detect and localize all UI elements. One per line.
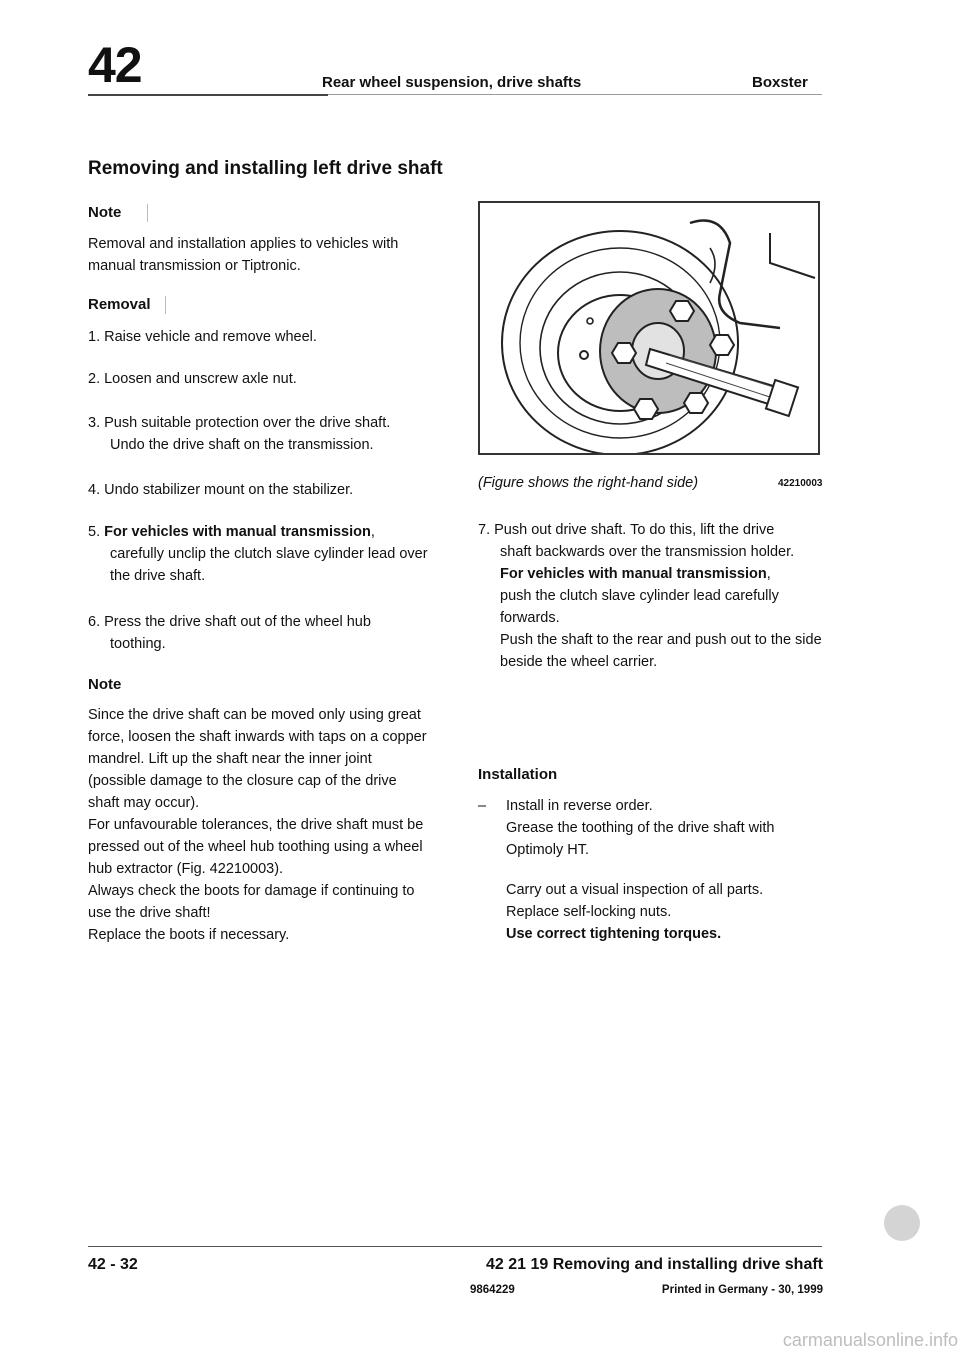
- removal-heading-label: Removal: [88, 296, 151, 313]
- step-4: 4. Undo stabilizer mount on the stabilizer.: [88, 482, 354, 498]
- step-5: [88, 521, 428, 587]
- installation-dash: –: [478, 798, 487, 814]
- installation-step-2: Grease the toothing of the drive shaft with Optimoly HT.: [506, 820, 775, 858]
- note-2-heading: Note: [88, 676, 122, 693]
- installation-step-3: Carry out a visual inspection of all parts.: [506, 882, 764, 898]
- footer-divider: [88, 1246, 822, 1247]
- figure-caption: (Figure shows the right-hand side): [478, 475, 699, 491]
- step-3: [88, 412, 428, 456]
- step-3-line-1: 3. Push suitable protection over the drive shaft.: [88, 415, 391, 431]
- note-2-paragraph-2: For unfavourable tolerances, the drive shaft must be pressed out of the wheel hub toothing using a wheel hub extractor (Fig. 42210003).: [88, 817, 424, 877]
- step-7-line-4: push the clutch slave cylinder lead carefully forwards.: [500, 588, 779, 626]
- note-2-paragraph-1: Since the drive shaft can be moved only using great force, loosen the shaft inwards with taps on a copper mandrel. Lift up the shaft near the inner joint (possible damage to the closure cap of the drive shaft may occur).: [88, 707, 427, 811]
- page-hole-dot: [884, 1205, 920, 1241]
- header-model: Boxster: [752, 74, 808, 91]
- installation-step-1: Install in reverse order.: [506, 798, 653, 814]
- wheel-hub-drawing: [480, 203, 818, 453]
- heading-marker: [147, 204, 148, 222]
- footer-section: 42 21 19 Removing and installing drive shaft: [486, 1256, 823, 1273]
- step-1: 1. Raise vehicle and remove wheel.: [88, 329, 317, 345]
- header-divider-accent: [88, 94, 328, 96]
- installation-heading: Installation: [478, 766, 558, 783]
- figure-number: 42210003: [778, 478, 823, 489]
- installation-steps: [478, 795, 828, 945]
- heading-marker: [165, 296, 166, 314]
- step-6-line-1: 6. Press the drive shaft out of the wheel hub: [88, 614, 371, 630]
- note-text: Removal and installation applies to vehicles with manual transmission or Tiptronic.: [88, 236, 399, 274]
- step-5-text: carefully unclip the clutch slave cylinder lead over the drive shaft.: [110, 546, 428, 584]
- print-info: Printed in Germany - 30, 1999: [661, 1284, 823, 1296]
- step-7-line-5: Push the shaft to the rear and push out to the side beside the wheel carrier.: [500, 632, 822, 670]
- step-7-line-2: shaft backwards over the transmission holder.: [500, 544, 795, 560]
- document-number: 9864229: [470, 1284, 515, 1296]
- step-5-number: 5.: [88, 524, 101, 540]
- step-2: 2. Loosen and unscrew axle nut.: [88, 371, 297, 387]
- page-title: Removing and installing left drive shaft: [88, 158, 443, 179]
- note-2-paragraph-3: Always check the boots for damage if continuing to use the drive shaft!: [88, 883, 415, 921]
- step-7-emphasis: For vehicles with manual transmission: [500, 566, 767, 582]
- note-heading-label: Note: [88, 204, 122, 221]
- removal-heading: [88, 296, 428, 314]
- page-number: 42 - 32: [88, 1256, 138, 1273]
- note-heading: [88, 204, 428, 222]
- chapter-number: 42: [88, 37, 142, 93]
- installation-step-5: Use correct tightening torques.: [506, 926, 722, 942]
- step-6-line-2: toothing.: [110, 636, 166, 652]
- step-5-comma: ,: [370, 524, 375, 540]
- figure-wheel-hub-illustration: [478, 201, 820, 455]
- header-title: Rear wheel suspension, drive shafts: [322, 74, 582, 91]
- step-7-line-1: 7. Push out drive shaft. To do this, lift the drive: [478, 522, 775, 538]
- step-5-emphasis: For vehicles with manual transmission: [104, 524, 371, 540]
- installation-step-4: Replace self-locking nuts.: [506, 904, 672, 920]
- step-6: [88, 611, 428, 655]
- watermark: carmanualsonline.info: [782, 1330, 958, 1350]
- note-2-body: [88, 704, 428, 946]
- note-2-paragraph-4: Replace the boots if necessary.: [88, 927, 290, 943]
- step-3-line-2: Undo the drive shaft on the transmission.: [110, 437, 374, 453]
- step-7: [478, 519, 828, 673]
- step-7-comma: ,: [766, 566, 771, 582]
